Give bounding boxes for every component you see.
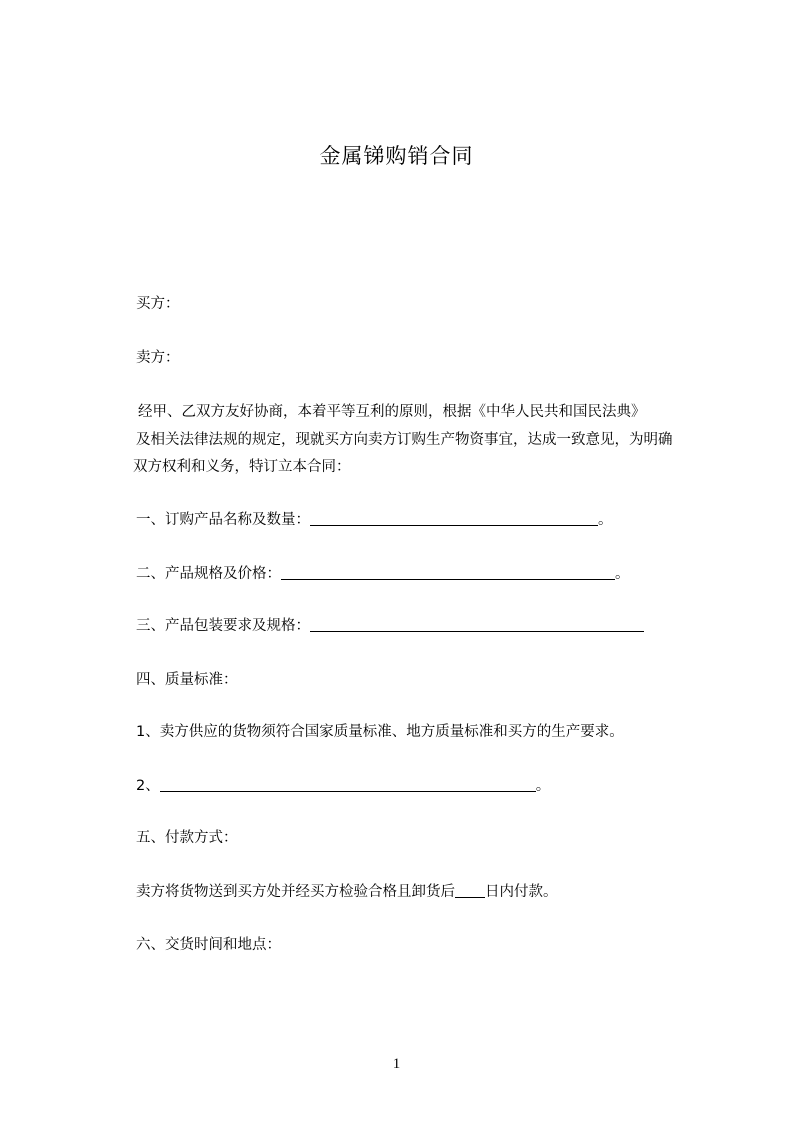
clause-4-item-1: 1、卖方供应的货物须符合国家质量标准、地方质量标准和买方的生产要求。 [136, 724, 624, 740]
clause-4-item-2-blank [160, 777, 536, 792]
clause-1-period: 。 [598, 512, 613, 528]
clause-5-days-blank [455, 883, 485, 898]
clause-5-text-after: 日内付款。 [485, 884, 558, 900]
clause-3-label: 三、产品包装要求及规格： [136, 618, 310, 634]
clause-5-text-before: 卖方将货物送到买方处并经买方检验合格且卸货后 [136, 884, 455, 900]
page-number: 1 [392, 1056, 401, 1072]
clause-4-item-2 [136, 774, 550, 795]
seller-line: 卖方： [136, 350, 180, 366]
clause-4-item-2-period: 。 [535, 778, 551, 794]
preamble-line-3: 双方权利和义务，特订立本合同： [133, 459, 351, 475]
clause-3-blank [310, 617, 644, 632]
clause-2-label: 二、产品规格及价格： [136, 566, 281, 582]
preamble-line-1: 经甲、乙双方友好协商，本着平等互利的原则，根据《中华人民共和国民法典》 [138, 404, 646, 420]
clause-2 [136, 562, 630, 583]
clause-5-text [136, 880, 558, 901]
clause-5-heading: 五、付款方式： [136, 830, 238, 846]
clause-1-blank [310, 511, 598, 526]
clause-4-heading: 四、质量标准： [136, 672, 238, 688]
clause-1 [136, 508, 613, 529]
document-title: 金属锑购销合同 [319, 144, 474, 168]
buyer-line: 买方： [136, 296, 180, 312]
clause-4-item-2-label: 2、 [136, 778, 160, 794]
clause-3 [136, 614, 644, 635]
preamble-line-2: 及相关法律法规的规定，现就买方向卖方订购生产物资事宜，达成一致意见，为明确 [136, 432, 673, 448]
clause-6-heading: 六、交货时间和地点： [136, 937, 281, 953]
clause-2-period: 。 [615, 566, 630, 582]
clause-1-label: 一、订购产品名称及数量： [136, 512, 310, 528]
clause-2-blank [281, 565, 615, 580]
